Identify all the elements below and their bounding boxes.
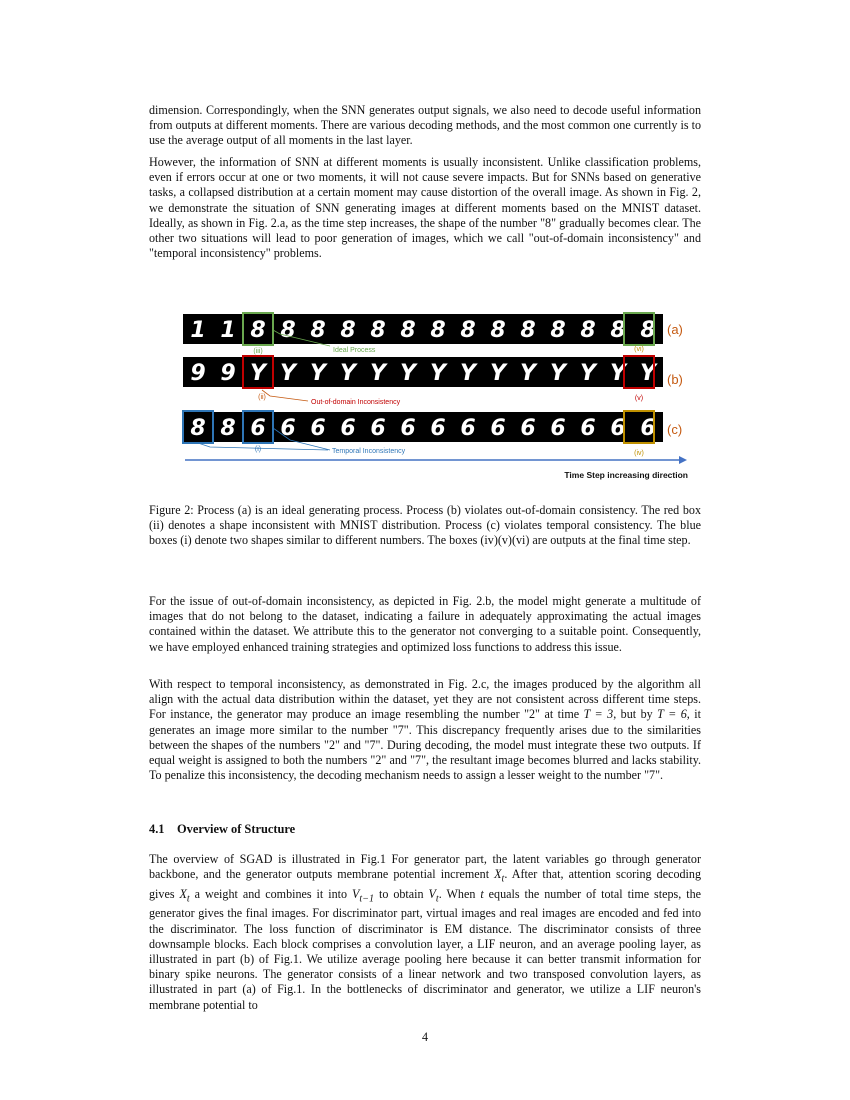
paragraph-overview: The overview of SGAD is illustrated in Fig.1 For generator part, the latent variables go through generator backbone, and the generator outputs membrane potential increment $X_t$. After that, attention scoring decoding gives $X_t$ a weight and combines it into $V_{t-1}$ to obtain $V_t$. When t equals the number of total time steps, the generator gives the final images. For discriminator part, virtual images and real images are encoded and fed into the discriminator. The loss function of discriminator is EM distance. The discriminator consists of three downsample blocks. Each block comprises a convolution layer, a LIF neuron, and an average pooling layer, as illustrated in part (b) of Fig.1. We utilize average pooling here because it can better transmit information for binary spike neurons. The generator consists of a linear network and two transposed convolution layers, as illustrated in part (a) of Fig.1. In the bottlenecks of discriminator and generator, we utilize a LIF neuron's membrane potential to xyxy=(149,852,701,1012)
digit-0-4: 8 xyxy=(310,318,326,343)
digit-2-7: 6 xyxy=(400,416,416,441)
row-label-b: (b) xyxy=(667,372,683,387)
digit-0-14: 8 xyxy=(610,318,626,343)
digit-0-6: 8 xyxy=(370,318,386,343)
digit-0-15: 8 xyxy=(640,318,656,343)
paragraph-decoding: dimension. Correspondingly, when the SNN generates output signals, we also need to decode useful information from outputs at different moments. There are various decoding methods, and the most common one currently is to use the average output of all moments in the last layer. xyxy=(149,103,701,148)
digit-2-11: 6 xyxy=(520,416,536,441)
digit-2-9: 6 xyxy=(460,416,476,441)
digit-1-7: Y xyxy=(400,361,416,386)
annotation-temporal: Temporal Inconsistency xyxy=(332,448,406,455)
row-label-c: (c) xyxy=(667,422,683,437)
digit-1-5: Y xyxy=(340,361,356,386)
row-label-a: (a) xyxy=(667,322,683,337)
digit-1-15: Y xyxy=(640,361,656,386)
equation-t6: T = 6 xyxy=(657,707,687,722)
digit-2-3: 6 xyxy=(280,416,296,441)
digit-1-0: 9 xyxy=(190,361,206,386)
paragraph-ood: For the issue of out-of-domain inconsistency, as depicted in Fig. 2.b, the model might generate a multitude of images that do not belong to the dataset, indicating a failure in adequately approximating the actual images contained within the dataset. We attribute this to the generator not converging to a suitable point. Consequently, we have employed enhanced training strategies and optimized loss functions to address this issue. xyxy=(149,594,701,654)
section-heading xyxy=(149,822,295,837)
figure-caption: Figure 2: Process (a) is an ideal generating process. Process (b) violates out-of-domain consistency. The red box (ii) denotes a shape inconsistent with MNIST distribution. Process (c) violates temporal consistency. The blue boxes (i) denote two shapes similar to different numbers. The boxes (iv)(v)(vi) are outputs at the final time step. xyxy=(149,503,701,548)
time-arrow-head xyxy=(679,456,687,464)
digit-2-14: 6 xyxy=(610,416,626,441)
digit-2-15: 6 xyxy=(640,416,656,441)
paragraph-temporal: With respect to temporal inconsistency, as demonstrated in Fig. 2.c, the images produced by the algorithm all align with the actual data distribution within the dataset, yet they are not consistent across different time steps. For instance, the generator may produce an image resembling the number "2" at time T = 3, but by T = 6, it generates an image more similar to the number "7". This discrepancy frequently arises due to the similarities between the shapes of the numbers "2" and "7". During decoding, the model must integrate these two outputs. If equal weight is assigned to both the numbers "2" and "7", the resultant image becomes blurred and lacks stability. To penalize this inconsistency, the decoding mechanism needs to assign a lesser weight to the number "7". xyxy=(149,677,701,783)
digit-0-10: 8 xyxy=(490,318,506,343)
annotation-ideal: Ideal Process xyxy=(333,347,376,354)
figure-2 xyxy=(180,310,700,482)
digit-2-10: 6 xyxy=(490,416,506,441)
figure-2-graphic xyxy=(180,310,700,482)
digit-0-13: 8 xyxy=(580,318,596,343)
digit-1-11: Y xyxy=(520,361,536,386)
digit-2-13: 6 xyxy=(580,416,596,441)
connector-ood xyxy=(262,390,308,401)
digit-1-10: Y xyxy=(490,361,506,386)
digit-0-2: 8 xyxy=(250,318,266,343)
digit-1-14: Y xyxy=(610,361,626,386)
section-title: Overview of Structure xyxy=(177,822,296,836)
digit-1-13: Y xyxy=(580,361,596,386)
section-number: 4.1 xyxy=(149,822,165,836)
digit-0-1: 1 xyxy=(220,318,236,343)
digit-0-0: 1 xyxy=(190,318,206,343)
digit-2-8: 6 xyxy=(430,416,446,441)
digit-0-12: 8 xyxy=(550,318,566,343)
digit-1-3: Y xyxy=(280,361,296,386)
digit-0-11: 8 xyxy=(520,318,536,343)
digit-0-7: 8 xyxy=(400,318,416,343)
digit-1-4: Y xyxy=(310,361,326,386)
digit-1-6: Y xyxy=(370,361,386,386)
digit-0-8: 8 xyxy=(430,318,446,343)
digit-1-8: Y xyxy=(430,361,446,386)
label-ii: (ii) xyxy=(258,394,266,401)
digit-2-0: 8 xyxy=(190,416,206,441)
digit-2-6: 6 xyxy=(370,416,386,441)
paragraph-inconsistency: However, the information of SNN at different moments is usually inconsistent. Unlike classification problems, even if errors occur at one or two moments, it will not cause severe impacts. But for SNNs based on generative tasks, a collapsed distribution at a certain moment may cause distortion of the overall image. As shown in Fig. 2, we demonstrate the situation of SNN generating images at different moments based on the MNIST dataset. Ideally, as shown in Fig. 2.a, as the time step increases, the shape of the number "8" gradually becomes clear. The other two situations will lead to poor generation of images, which we call "out-of-domain inconsistency" and "temporal inconsistency" problems. xyxy=(149,155,701,261)
connector-temporal-left xyxy=(198,443,328,450)
digit-0-3: 8 xyxy=(280,318,296,343)
label-vi: (vi) xyxy=(634,346,644,353)
equation-t3: T = 3 xyxy=(583,707,614,722)
digit-1-12: Y xyxy=(550,361,566,386)
label-iv: (iv) xyxy=(634,450,644,457)
digit-1-9: Y xyxy=(460,361,476,386)
page-number: 4 xyxy=(421,1030,429,1044)
digit-2-4: 6 xyxy=(310,416,326,441)
label-v: (v) xyxy=(634,395,644,402)
digit-1-2: Y xyxy=(250,361,266,386)
label-i: (i) xyxy=(254,446,262,453)
digit-2-5: 6 xyxy=(340,416,356,441)
label-iii: (iii) xyxy=(253,348,263,355)
time-axis-label: Time Step increasing direction xyxy=(564,470,688,480)
digit-2-2: 6 xyxy=(250,416,266,441)
digit-2-12: 6 xyxy=(550,416,566,441)
digit-1-1: 9 xyxy=(220,361,236,386)
digit-0-9: 8 xyxy=(460,318,476,343)
annotation-ood: Out-of-domain Inconsistency xyxy=(311,399,401,406)
digit-0-5: 8 xyxy=(340,318,356,343)
digit-2-1: 8 xyxy=(220,416,236,441)
